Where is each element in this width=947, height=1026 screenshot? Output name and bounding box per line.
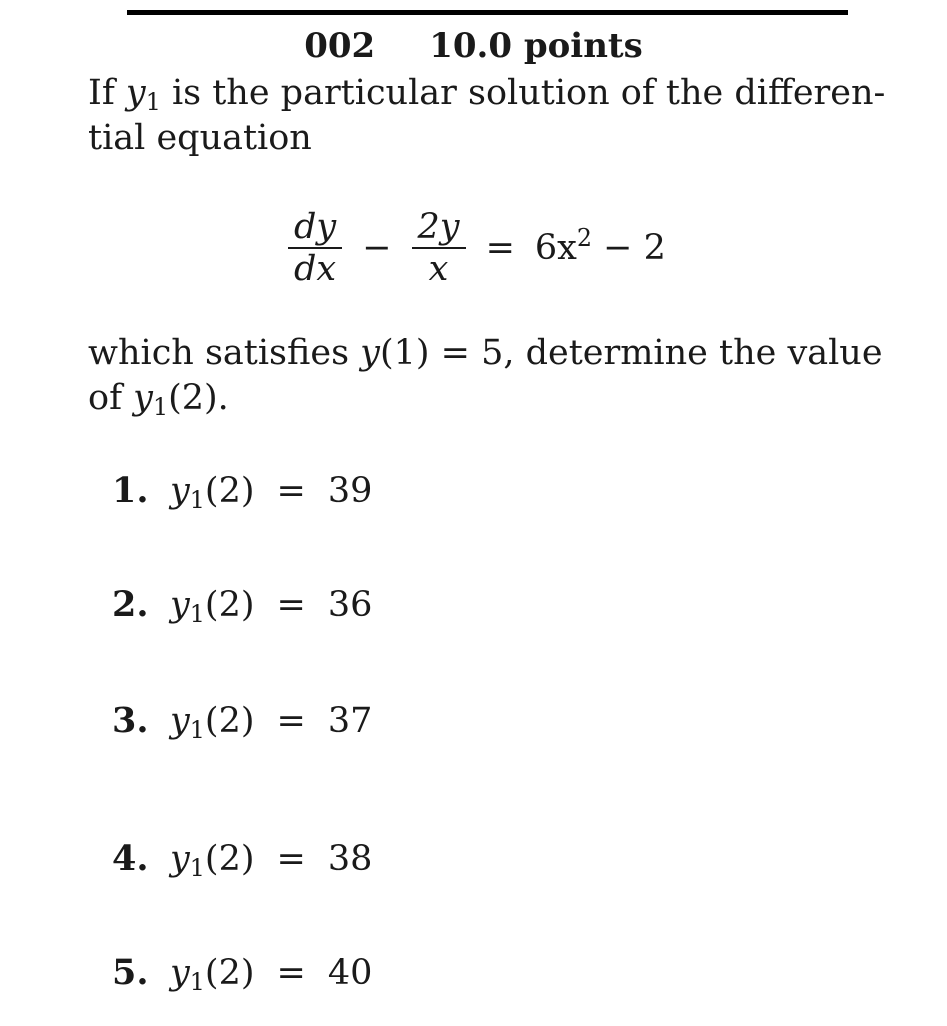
choice-label: 1. xyxy=(112,470,149,511)
choice-variable: $y_1$ xyxy=(170,953,205,996)
question-intro xyxy=(88,71,885,161)
equals-sign: = xyxy=(276,839,306,879)
fraction-dy-dx xyxy=(288,207,342,289)
question-points: 10.0 points xyxy=(429,26,643,66)
fraction-numerator: dy xyxy=(294,207,337,247)
choice-variable: $y_1$ xyxy=(170,471,205,514)
equals-sign: = xyxy=(276,585,306,625)
choice-label: 4. xyxy=(112,838,149,879)
choice-value: 38 xyxy=(327,839,373,879)
answer-choice-1[interactable]: 1. $y_1$ (2) = 39 xyxy=(112,470,373,514)
initial-condition-text: which satisfies y(1) = 5, determine the value of $y_1(2)$. xyxy=(88,333,883,421)
choice-label: 5. xyxy=(112,952,149,993)
y-variable: y xyxy=(360,333,380,373)
minus-sign: − xyxy=(362,228,392,268)
y1-variable: $y_1$ xyxy=(133,378,169,421)
equals-sign: = xyxy=(276,471,306,511)
equals-sign: = xyxy=(276,701,306,741)
fraction-denominator: dx xyxy=(294,249,337,289)
choice-variable: $y_1$ xyxy=(170,585,205,628)
choice-value: 36 xyxy=(327,585,373,625)
choice-value: 39 xyxy=(327,471,373,511)
answer-choice-5[interactable]: 5. $y_1$ (2) = 40 xyxy=(112,952,373,996)
choice-label: 3. xyxy=(112,700,149,741)
answer-choice-2[interactable]: 2. $y_1$ (2) = 36 xyxy=(112,584,373,628)
equals-sign: = xyxy=(485,228,515,268)
answer-choice-3[interactable]: 3. $y_1$ (2) = 37 xyxy=(112,700,373,744)
choice-label: 2. xyxy=(112,584,149,625)
choice-variable: $y_1$ xyxy=(170,701,205,744)
fraction-numerator: 2y xyxy=(417,207,460,247)
fraction-2y-x xyxy=(412,207,466,289)
choice-value: 37 xyxy=(327,701,373,741)
intro-text-b: is the particular solution of the differen- xyxy=(160,73,886,113)
intro-text-a: If xyxy=(88,73,126,113)
choice-value: 40 xyxy=(327,953,373,993)
answer-choice-4[interactable]: 4. $y_1$ (2) = 38 xyxy=(112,838,373,882)
equation-rhs: $6x^2 - 2$ xyxy=(534,223,666,268)
intro-text-c: tial equation xyxy=(88,118,312,158)
equals-sign: = xyxy=(276,953,306,993)
y1-variable: $y_1$ xyxy=(125,73,161,116)
differential-equation xyxy=(288,198,666,298)
question-number: 002 xyxy=(304,26,376,66)
top-rule xyxy=(127,10,848,15)
question-header xyxy=(0,26,947,66)
choice-variable: $y_1$ xyxy=(170,839,205,882)
fraction-denominator: x xyxy=(428,249,449,289)
